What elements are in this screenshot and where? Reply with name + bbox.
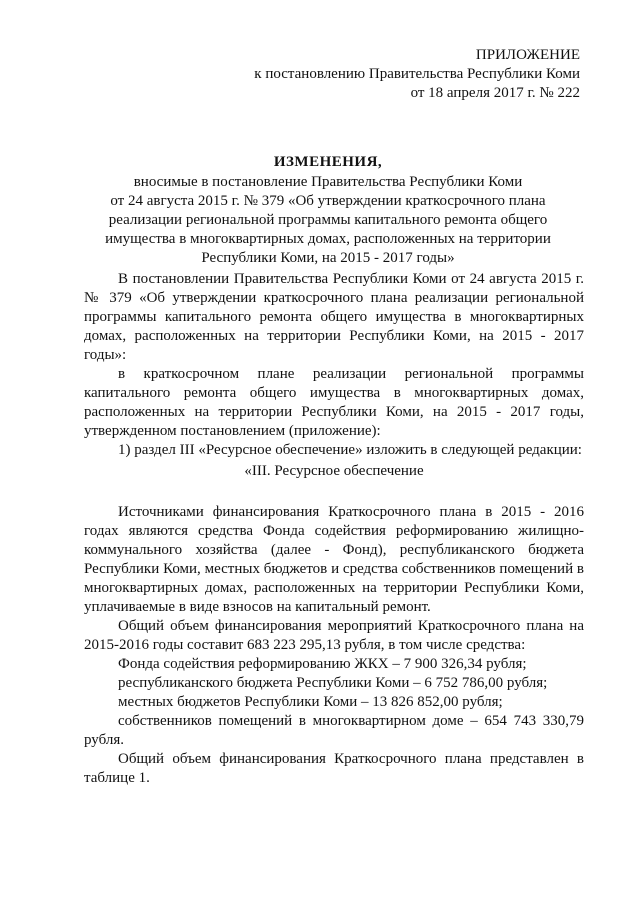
section-heading: «III. Ресурсное обеспечение	[244, 463, 424, 479]
document-body	[84, 270, 584, 788]
title-line: реализации региональной программы капитального ремонта общего	[108, 212, 548, 228]
appendix-header	[254, 46, 580, 103]
funding-item: Фонда содействия реформированию ЖКХ – 7 900 326,34 рубля;	[118, 656, 527, 672]
appendix-label: ПРИЛОЖЕНИЕ	[475, 47, 580, 63]
title-heading: ИЗМЕНЕНИЯ,	[273, 154, 383, 170]
title-line: вносимые в постановление Правительства Республики Коми	[133, 174, 523, 190]
title-line: Республики Коми, на 2015 - 2017 годы»	[201, 250, 455, 266]
paragraph: Общий объем финансирования Краткосрочного плана представлен в таблице 1.	[84, 751, 584, 786]
funding-item: республиканского бюджета Республики Коми – 6 752 786,00 рубля;	[118, 675, 548, 691]
title-line: от 24 августа 2015 г. № 379 «Об утверждении краткосрочного плана	[110, 193, 546, 209]
paragraph: Общий объем финансирования мероприятий Краткосрочного плана на 2015-2016 годы составит 683 223 295,13 рубля, в том числе средства:	[84, 618, 584, 653]
appendix-date-number: от 18 апреля 2017 г. № 222	[410, 85, 580, 101]
document-title	[86, 153, 570, 268]
paragraph: в краткосрочном плане реализации региональной программы капитального ремонта общего имущества в многоквартирных домах, расположенных на территории Республики Коми, на 2015 - 2017 годы, утвержденном постановлением (приложение):	[84, 366, 584, 439]
funding-item: местных бюджетов Республики Коми – 13 826 852,00 рубля;	[118, 694, 503, 710]
paragraph: 1) раздел III «Ресурсное обеспечение» изложить в следующей редакции:	[118, 442, 582, 458]
appendix-resolution-ref: к постановлению Правительства Республики Коми	[254, 66, 580, 82]
paragraph: Источниками финансирования Краткосрочного плана в 2015 - 2016 годах являются средства Фонда содействия реформированию жилищно-коммунального хозяйства (далее - Фонд), республиканского бюджета Республики Коми, местных бюджетов и средства собственников помещений в многоквартирных домах, расположенных на территории Республики Коми, уплачиваемые в виде взносов на капитальный ремонт.	[84, 504, 584, 615]
funding-item: собственников помещений в многоквартирном доме – 654 743 330,79 рубля.	[84, 713, 584, 748]
paragraph: В постановлении Правительства Республики Коми от 24 августа 2015 г. № 379 «Об утверждении краткосрочного плана реализации региональной программы капитального ремонта общего имущества в многоквартирных домах, расположенных на территории Республики Коми, на 2015 - 2017 годы»:	[84, 271, 584, 363]
title-line: имущества в многоквартирных домах, расположенных на территории	[105, 231, 551, 247]
